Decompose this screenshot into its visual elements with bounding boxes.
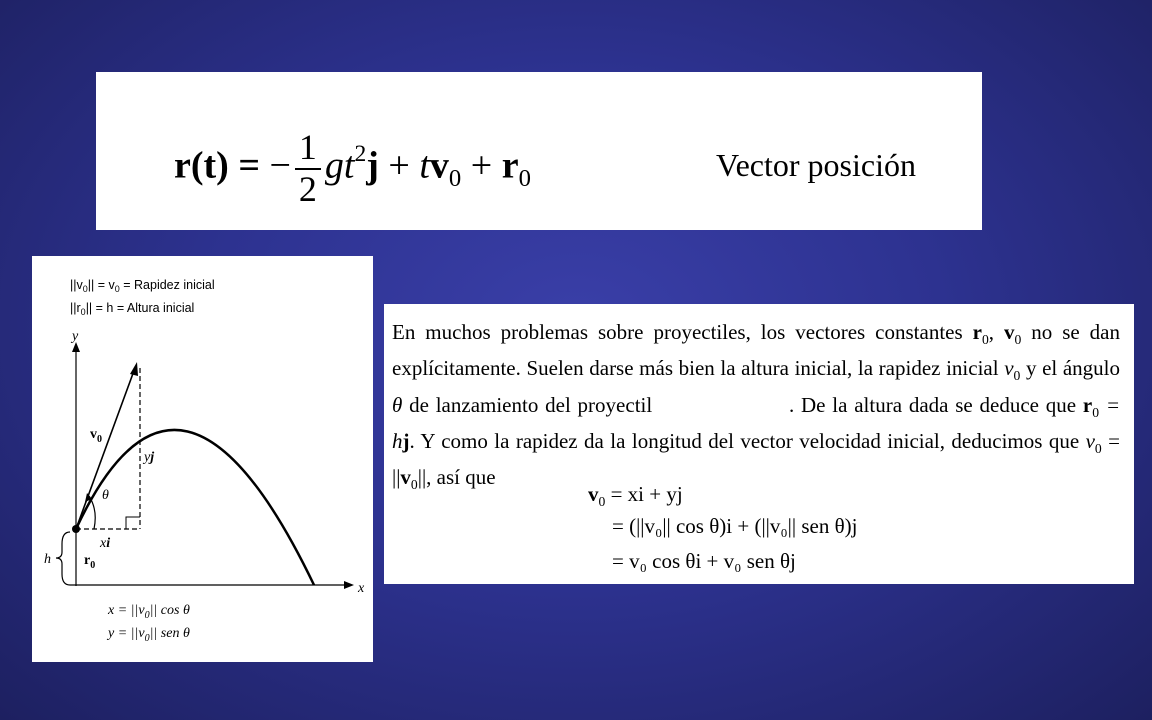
formula-v-sub: 0 <box>448 164 462 192</box>
formula-plus-1: + <box>388 144 410 187</box>
symbol-sub: 0 <box>981 331 989 347</box>
x-equation: $x = ||v_0||$ cos θ <box>108 603 190 621</box>
eq-lhs-sub: 0 <box>598 493 606 509</box>
formula-j: j <box>366 144 379 187</box>
projectile-diagram <box>32 256 373 662</box>
formula-panel <box>96 72 982 230</box>
formula-r: r <box>501 144 519 187</box>
text-run: = || <box>392 428 1120 490</box>
x-axis-label: x <box>358 581 365 596</box>
formula-fraction <box>295 128 321 209</box>
h-label: h <box>44 552 51 567</box>
explanation-panel <box>384 304 1134 584</box>
formula-exponent: 2 <box>354 140 367 167</box>
text-run: . Y como la rapidez da la longitud del vector velocidad inicial, deducimos que <box>409 428 1086 453</box>
symbol-r0: r <box>972 320 982 344</box>
explanation-paragraph <box>392 318 1120 499</box>
y-axis-label: y <box>72 329 79 344</box>
velocity-arrow <box>130 362 138 376</box>
equation-line-1 <box>588 482 683 510</box>
y-equation: $y = ||v_0||$ sen θ <box>108 626 190 644</box>
eq-lhs-v: v <box>588 482 599 506</box>
text-run: = h <box>392 392 1120 453</box>
eq1-rhs: = xi + yj <box>610 482 683 506</box>
formula-t2: t <box>419 144 430 187</box>
height-brace <box>56 532 70 585</box>
symbol-theta: θ <box>392 392 403 417</box>
velocity-vector <box>76 368 135 529</box>
v0-label: $v_0$ <box>90 427 102 445</box>
formula-plus-2: + <box>470 144 493 187</box>
text-run: de lanzamiento del proyectil <box>402 392 659 417</box>
yj-label: yj <box>144 450 155 465</box>
symbol-sub: 0 <box>410 476 418 492</box>
formula-label: Vector posición <box>716 147 916 183</box>
text-run: . De la altura dada se deduce que <box>788 392 1083 417</box>
right-angle-mark <box>126 517 140 529</box>
symbol-sub: 0 <box>1013 368 1021 384</box>
equation-line-2: = (||v₀|| cos θ)i + (||v₀|| sen θ)j <box>612 514 858 538</box>
legend-line-2: $||r_0|| = h$ = Altura inicial <box>70 301 195 317</box>
formula-minus: − <box>269 144 291 187</box>
formula-t: t <box>343 144 355 187</box>
symbol-j: j <box>402 428 410 453</box>
symbol-v0-italic: v <box>1085 428 1095 453</box>
text-run: y el ángulo <box>1020 356 1120 381</box>
formula-g: g <box>324 144 344 187</box>
r0-label: $r_0$ <box>84 553 96 571</box>
symbol-v0: v <box>400 465 411 490</box>
text-run: , <box>988 320 1004 344</box>
equation-line-3: = v₀ cos θi + v₀ sen θj <box>612 549 796 573</box>
fraction-numerator: 1 <box>295 128 321 170</box>
symbol-v0: v <box>1003 320 1015 344</box>
xi-label: xi <box>100 536 111 551</box>
formula-v: v <box>429 144 449 187</box>
symbol-r0: r <box>1082 392 1093 417</box>
projectile-figure-panel <box>32 256 373 662</box>
x-axis-arrow <box>344 581 354 589</box>
redacted-area <box>659 396 789 418</box>
text-run: no se dan explícitamente. Suelen darse más bien la altura inicial, la rapidez inicial <box>392 320 1120 381</box>
symbol-sub: 0 <box>1092 404 1100 420</box>
position-vector-formula <box>174 128 531 209</box>
fraction-denominator: 2 <box>298 168 317 209</box>
trajectory-curve <box>76 430 314 585</box>
symbol-sub: 0 <box>1094 440 1102 456</box>
symbol-v0-italic: v <box>1004 356 1014 381</box>
text-run: En muchos problemas sobre proyectiles, los vectores constantes <box>392 320 973 344</box>
legend-line-1: $||v_0|| = v_0$ = Rapidez inicial <box>70 278 215 294</box>
formula-lhs: r(t) = <box>174 144 260 187</box>
theta-label: θ <box>102 488 109 503</box>
formula-r-sub: 0 <box>518 164 531 192</box>
symbol-sub: 0 <box>1014 331 1022 347</box>
text-run: ||, así que <box>417 465 496 490</box>
